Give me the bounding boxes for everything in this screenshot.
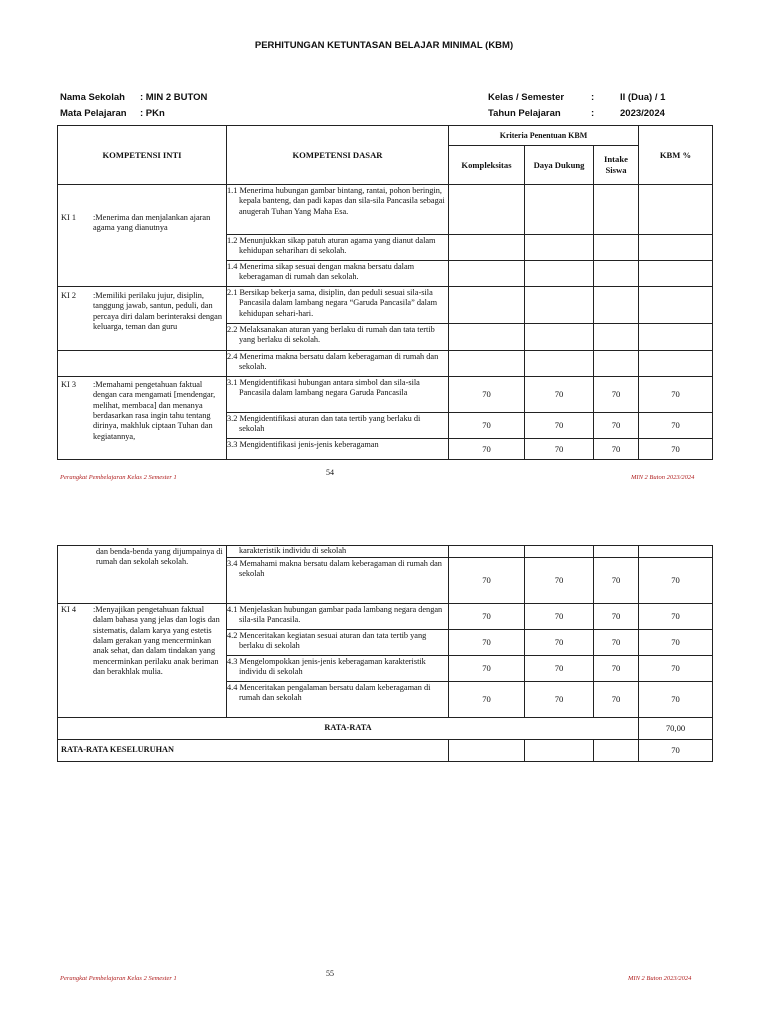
ki1-text: :Menerima dan menjalankan ajaran agama yang dianutnya <box>93 213 211 233</box>
kd-4-2-daya-dukung: 70 <box>525 630 594 656</box>
ki4-code: KI 4 <box>61 605 76 614</box>
header-intake: Intake Siswa <box>594 146 639 185</box>
kd-4-4-intake: 70 <box>594 682 639 718</box>
kd-3-2: 3.2 Mengidentifikasi aturan dan tata tertib yang berlaku di sekolah <box>227 413 449 439</box>
kd-2-4: 2.4 Menerima makna bersatu dalam keberagaman di rumah dan sekolah. <box>227 351 449 377</box>
kd-1-1: 1.1 Menerima hubungan gambar bintang, rantai, pohon beringin, kepala banteng, dan padi kapas dan sila-sila Pancasila sebagai anugerah Tuhan Yang Maha Esa. <box>227 185 449 235</box>
kd-4-3: 4.3 Mengelompokkan jenis-jenis keberagaman karakteristik individu di sekolah <box>227 656 449 682</box>
ki4-cell <box>58 604 227 718</box>
kd-2-1: 2.1 Bersikap bekerja sama, disiplin, dan peduli sesuai sila-sila Pancasila dalam lambang negara “Garuda Pancasila” dalam kehidupan sehari-hari. <box>227 287 449 324</box>
header-kriteria: Kriteria Penentuan KBM <box>449 126 639 146</box>
class-label: Kelas / Semester <box>488 92 565 103</box>
kd-4-4-daya-dukung: 70 <box>525 682 594 718</box>
kd-3-4-kbm: 70 <box>639 558 713 604</box>
header-kompleksitas: Kompleksitas <box>449 146 525 185</box>
kd-4-2-kompleksitas: 70 <box>449 630 525 656</box>
ki4-text: :Menyajikan pengetahuan faktual dalam bahasa yang jelas dan logis dan sistematis, dalam karya yang estetis dalam gerakan yang mencerminkan anak sehat, dan dalam tindakan yang mencerminkan perilaku anak beriman dan berakhlak mulia. <box>93 605 220 677</box>
kbm-table-page2 <box>57 545 713 762</box>
rata-rata-value: 70,00 <box>639 718 713 740</box>
footer-right-page2: MIN 2 Buton 2023/2024 <box>628 975 692 982</box>
page-number-55: 55 <box>326 969 334 978</box>
school-value: : MIN 2 BUTON <box>140 92 208 103</box>
footer-right-page1: MIN 2 Buton 2023/2024 <box>631 474 695 481</box>
kd-3-3-kbm: 70 <box>639 439 713 460</box>
year-value: 2023/2024 <box>620 108 665 119</box>
kd-3-3-cont: karakteristik individu di sekolah <box>227 546 449 558</box>
kd-4-3-daya-dukung: 70 <box>525 656 594 682</box>
kd-4-4-kbm: 70 <box>639 682 713 718</box>
rata-rata-keseluruhan-label: RATA-RATA KESELURUHAN <box>58 740 449 762</box>
kd-3-4: 3.4 Memahami makna bersatu dalam keberagaman di rumah dan sekolah <box>227 558 449 604</box>
class-value: II (Dua) / 1 <box>620 92 666 103</box>
class-colon: : <box>591 92 595 103</box>
year-label: Tahun Pelajaran <box>488 108 561 119</box>
kd-4-2-intake: 70 <box>594 630 639 656</box>
kd-3-3-daya-dukung: 70 <box>525 439 594 460</box>
ki3-text: :Memahami pengetahuan faktual dengan cara mengamati [mendengar, melihat, membaca] dan menanya berdasarkan rasa ingin tahu tentang dirinya, makhluk ciptaan Tuhan dan kegiatannya, <box>93 380 216 441</box>
header-ki: KOMPETENSI INTI <box>58 126 227 185</box>
kd-3-2-kbm: 70 <box>639 413 713 439</box>
kd-4-1-kbm: 70 <box>639 604 713 630</box>
kd-4-1: 4.1 Menjelaskan hubungan gambar pada lambang negara dengan sila-sila Pancasila. <box>227 604 449 630</box>
header-daya-dukung: Daya Dukung <box>525 146 594 185</box>
kd-3-2-daya-dukung: 70 <box>525 413 594 439</box>
kd-4-2-kbm: 70 <box>639 630 713 656</box>
kd-4-1-kompleksitas: 70 <box>449 604 525 630</box>
ki2-text: :Memiliki perilaku jujur, disiplin, tanggung jawab, santun, peduli, dan percaya diri dalam berinteraksi dengan keluarga, teman dan guru <box>93 291 223 332</box>
ki3-cell <box>58 377 227 460</box>
rata-rata-label: RATA-RATA <box>58 718 639 740</box>
footer-left-page2: Perangkat Pembelajaran Kelas 2 Semester 1 <box>60 975 177 982</box>
kd-3-1-intake: 70 <box>594 377 639 413</box>
kd-3-2-intake: 70 <box>594 413 639 439</box>
kd-4-3-intake: 70 <box>594 656 639 682</box>
kd-1-2: 1.2 Menunjukkan sikap patuh aturan agama yang dianut dalam kehidupan sehariharı di sekolah. <box>227 235 449 261</box>
subject-value: : PKn <box>140 108 165 119</box>
kd-3-4-daya-dukung: 70 <box>525 558 594 604</box>
kd-3-3-kompleksitas: 70 <box>449 439 525 460</box>
rata-rata-keseluruhan-value: 70 <box>639 740 713 762</box>
kd-1-4: 1.4 Menerima sikap sesuai dengan makna bersatu dalam keberagaman di rumah dan sekolah. <box>227 261 449 287</box>
ki1-code: KI 1 <box>61 213 76 222</box>
year-colon: : <box>591 108 595 119</box>
kd-3-3-intake: 70 <box>594 439 639 460</box>
kd-3-2-kompleksitas: 70 <box>449 413 525 439</box>
kd-4-3-kbm: 70 <box>639 656 713 682</box>
ki2-cell <box>58 287 227 351</box>
subject-label: Mata Pelajaran <box>60 108 127 119</box>
kd-3-4-kompleksitas: 70 <box>449 558 525 604</box>
header-kbm: KBM % <box>639 126 713 185</box>
ki3-cont: dan benda-benda yang dijumpainya di rumah dan sekolah sekolah. <box>58 546 227 604</box>
kd-3-1-kompleksitas: 70 <box>449 377 525 413</box>
ki1-cell <box>58 185 227 287</box>
kd-3-3: 3.3 Mengidentifikasi jenis-jenis keberagaman <box>227 439 449 460</box>
kd-2-2: 2.2 Melaksanakan aturan yang berlaku di rumah dan tata tertib yang berlaku di sekolah. <box>227 324 449 351</box>
footer-left-page1: Perangkat Pembelajaran Kelas 2 Semester 1 <box>60 474 177 481</box>
kd-4-1-intake: 70 <box>594 604 639 630</box>
kd-3-1-kbm: 70 <box>639 377 713 413</box>
ki2-code: KI 2 <box>61 291 76 300</box>
kd-4-1-daya-dukung: 70 <box>525 604 594 630</box>
kd-3-1-daya-dukung: 70 <box>525 377 594 413</box>
page-title: PERHITUNGAN KETUNTASAN BELAJAR MINIMAL (KBM) <box>254 40 514 51</box>
ki3-code: KI 3 <box>61 380 76 389</box>
kd-4-2: 4.2 Menceritakan kegiatan sesuai aturan dan tata tertib yang berlaku di sekolah <box>227 630 449 656</box>
kd-3-1: 3.1 Mengidentifikasi hubungan antara simbol dan sila-sila Pancasila dalam lambang negara Garuda Pancasila <box>227 377 449 413</box>
header-kd: KOMPETENSI DASAR <box>227 126 449 185</box>
school-label: Nama Sekolah <box>60 92 125 103</box>
kd-4-3-kompleksitas: 70 <box>449 656 525 682</box>
kd-4-4-kompleksitas: 70 <box>449 682 525 718</box>
kd-4-4: 4.4 Menceritakan pengalaman bersatu dalam keberagaman di rumah dan sekolah <box>227 682 449 718</box>
page-number-54: 54 <box>326 468 334 477</box>
kd-3-4-intake: 70 <box>594 558 639 604</box>
kbm-table-page1 <box>57 125 713 460</box>
